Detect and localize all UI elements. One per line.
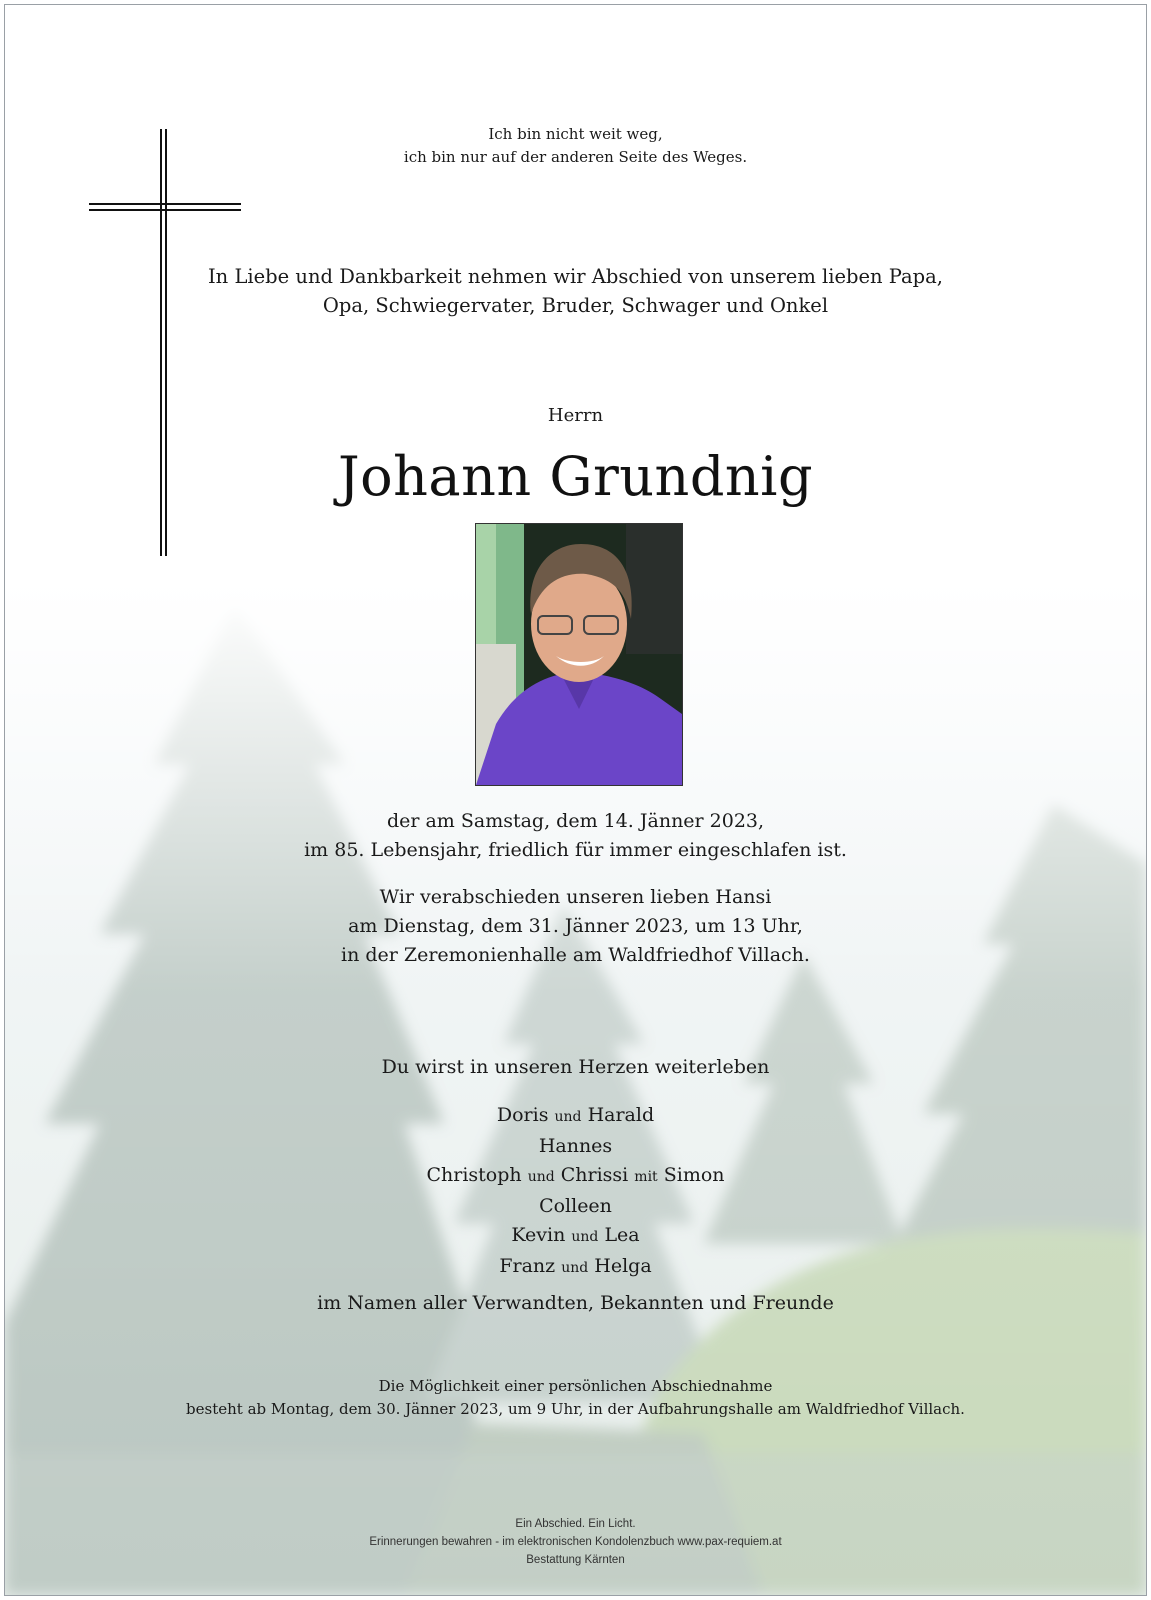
- intro-text: [5, 262, 1146, 320]
- mourner-line: [5, 1221, 1146, 1252]
- mourner-name: Hannes: [538, 1135, 613, 1157]
- mourner-name: Kevin: [511, 1224, 566, 1246]
- death-line-1: der am Samstag, dem 14. Jänner 2023,: [386, 810, 765, 832]
- intro-line-2: Opa, Schwiegervater, Bruder, Schwager und Onkel: [322, 294, 829, 317]
- mourner-name: Lea: [604, 1224, 640, 1246]
- footer: [5, 1515, 1146, 1569]
- mourner-name: Helga: [594, 1255, 652, 1277]
- death-line-2: im 85. Lebensjahr, friedlich für immer eingeschlafen ist.: [304, 839, 847, 861]
- mourner-name: Harald: [587, 1104, 655, 1126]
- quote-line-2: ich bin nur auf der anderen Seite des Weges.: [403, 148, 748, 166]
- mourner-line: [5, 1161, 1146, 1192]
- conjunction: und: [561, 1260, 589, 1276]
- conjunction: und: [571, 1229, 599, 1245]
- footer-line-2: Erinnerungen bewahren - im elektronischen Kondolenzbuch www.pax-requiem.at: [369, 1536, 782, 1548]
- mourner-line: [5, 1192, 1146, 1221]
- motto: Du wirst in unseren Herzen weiterleben: [381, 1056, 770, 1078]
- salutation: Herrn: [547, 405, 604, 426]
- closing-line: im Namen aller Verwandten, Bekannten und Freunde: [317, 1292, 834, 1314]
- service-line-2: am Dienstag, dem 31. Jänner 2023, um 13 Uhr,: [348, 915, 803, 937]
- viewing-line-2: besteht ab Montag, dem 30. Jänner 2023, um 9 Uhr, in der Aufbahrungshalle am Waldfriedhof Villach.: [186, 1400, 965, 1418]
- conjunction: und: [527, 1169, 555, 1185]
- mourners-list: [5, 1101, 1146, 1283]
- portrait-image: [476, 524, 682, 785]
- mourner-line: [5, 1101, 1146, 1132]
- quote-line-1: Ich bin nicht weit weg,: [488, 125, 663, 143]
- mourner-name: Colleen: [539, 1195, 612, 1217]
- funeral-service: [5, 883, 1146, 970]
- quote: [5, 123, 1146, 169]
- conjunction: und: [554, 1109, 582, 1125]
- obituary-page: [4, 4, 1147, 1596]
- mourner-name: Chrissi: [560, 1164, 629, 1186]
- deceased-name: Johann Grundnig: [337, 445, 814, 508]
- conjunction: mit: [634, 1169, 658, 1185]
- portrait-photo: [475, 523, 683, 786]
- footer-line-3: Bestattung Kärnten: [526, 1554, 625, 1566]
- death-notice: [5, 807, 1146, 865]
- intro-line-1: In Liebe und Dankbarkeit nehmen wir Abschied von unserem lieben Papa,: [207, 265, 943, 288]
- mourner-name: Franz: [499, 1255, 556, 1277]
- footer-line-1: Ein Abschied. Ein Licht.: [515, 1518, 636, 1530]
- viewing-info: [5, 1375, 1146, 1421]
- mourner-line: [5, 1252, 1146, 1283]
- mourner-name: Simon: [663, 1164, 725, 1186]
- service-line-1: Wir verabschieden unseren lieben Hansi: [379, 886, 772, 908]
- mourner-line: [5, 1132, 1146, 1161]
- service-line-3: in der Zeremonienhalle am Waldfriedhof Villach.: [341, 944, 810, 966]
- viewing-line-1: Die Möglichkeit einer persönlichen Abschiednahme: [378, 1377, 773, 1395]
- mourner-name: Christoph: [426, 1164, 522, 1186]
- mourner-name: Doris: [496, 1104, 549, 1126]
